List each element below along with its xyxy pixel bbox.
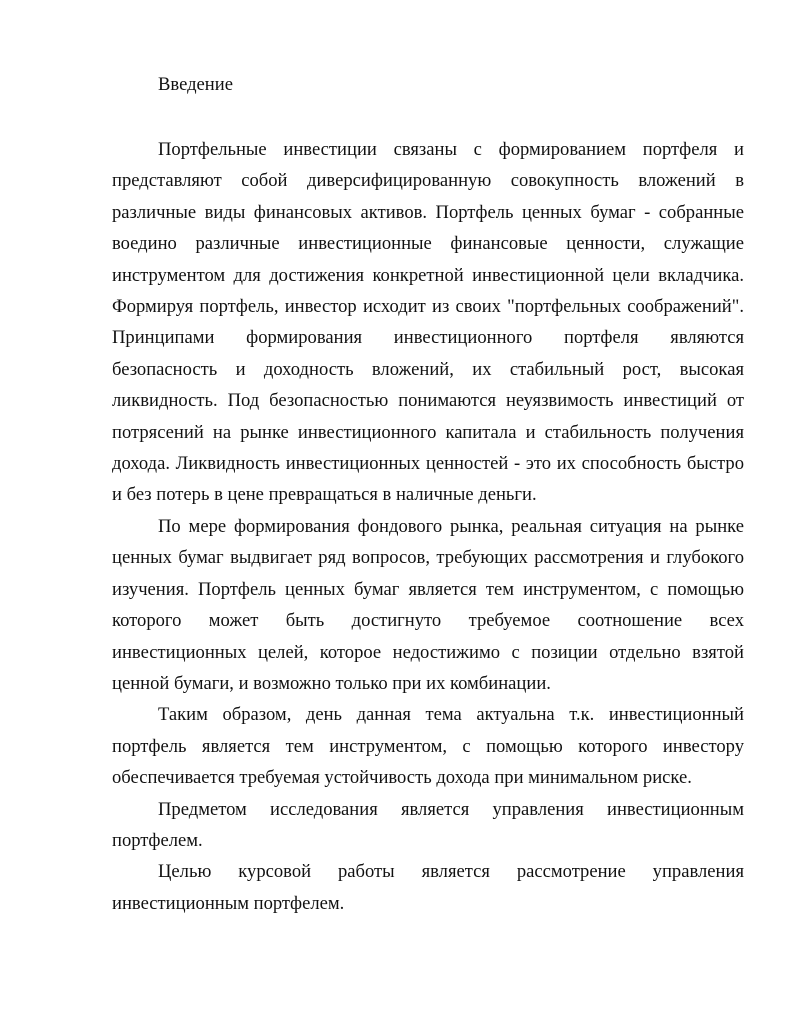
paragraph-3: Таким образом, день данная тема актуальна т.к. инвестиционный портфель является тем инструментом, с помощью которого инвестору обеспечивается требуемая устойчивость дохода при минимальном риске. (112, 704, 744, 789)
paragraph-5: Целью курсовой работы является рассмотрение управления инвестиционным портфелем. (112, 861, 744, 914)
paragraph-4: Предметом исследования является управления инвестиционным портфелем. (112, 798, 744, 851)
paragraph-1: Портфельные инвестиции связаны с формированием портфеля и представляют собой диверсифицированную совокупность вложений в различные виды финансовых активов. Портфель ценных бумаг - собранные воедино различные инвестиционные финансовые ценности, служащие инструментом для достижения конкретной инвестиционной цели вкладчика. Формируя портфель, инвестор исходит из своих "портфельных соображений". Принципами формирования инвестиционного портфеля являются безопасность и доходность вложений, их стабильный рост, высокая ликвидность. Под безопасностью понимаются неуязвимость инвестиций от потрясений на рынке инвестиционного капитала и стабильность получения дохода. Ликвидность инвестиционных ценностей - это их способность быстро и без потерь в цене превращаться в наличные деньги. (112, 139, 744, 506)
section-title: Введение (158, 74, 233, 95)
paragraph-2: По мере формирования фондового рынка, реальная ситуация на рынке ценных бумаг выдвигает ряд вопросов, требующих рассмотрения и глубокого изучения. Портфель ценных бумаг является тем инструментом, с помощью которого может быть достигнуто требуемое соотношение всех инвестиционных целей, которое недостижимо с позиции отдельно взятой ценной бумаги, и возможно только при их комбинации. (112, 515, 744, 694)
document-body (112, 134, 744, 919)
